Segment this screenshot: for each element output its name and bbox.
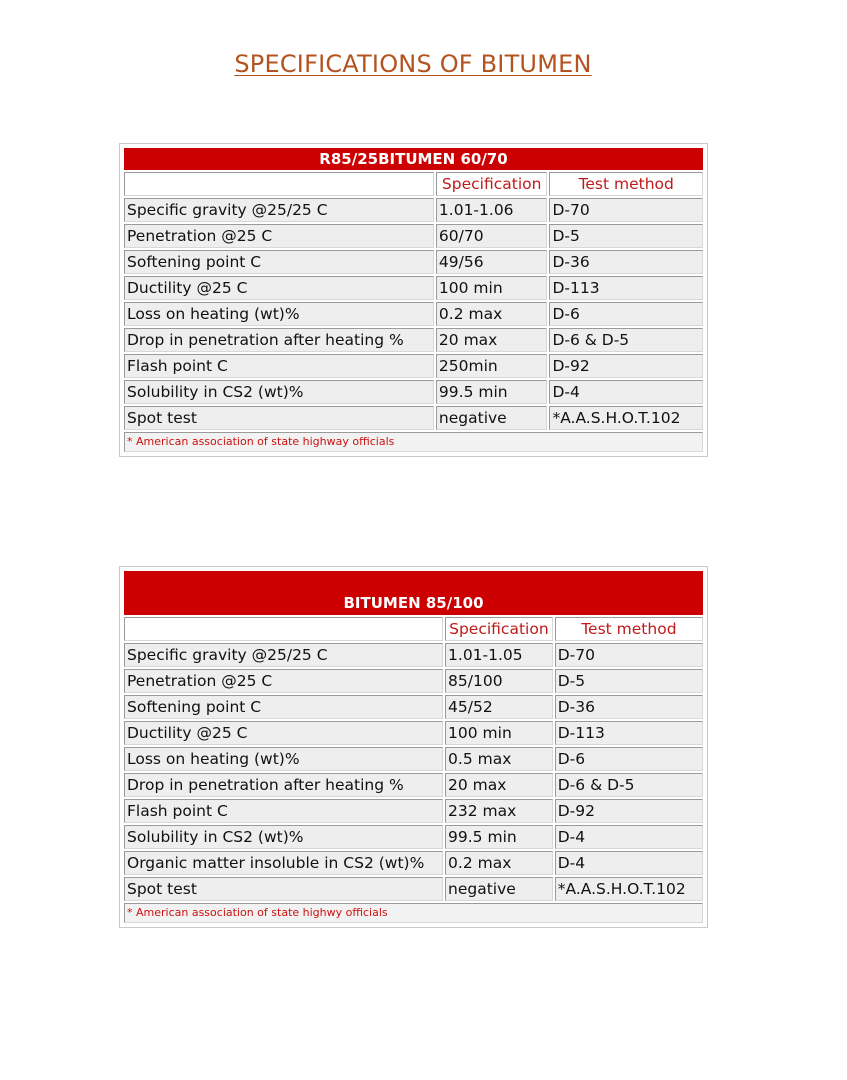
column-header-test-method: Test method (549, 172, 703, 196)
property-cell: Organic matter insoluble in CS2 (wt)% (124, 851, 443, 875)
test-method-cell: D-6 & D-5 (555, 773, 703, 797)
table-row (124, 250, 703, 274)
table-grid (122, 569, 705, 925)
specification-cell: 100 min (445, 721, 553, 745)
specification-cell: 60/70 (436, 224, 548, 248)
table-row (124, 328, 703, 352)
table-row (124, 773, 703, 797)
test-method-cell: D-36 (555, 695, 703, 719)
property-cell: Specific gravity @25/25 C (124, 198, 434, 222)
column-header-row (124, 617, 703, 641)
property-cell: Loss on heating (wt)% (124, 747, 443, 771)
table-row (124, 799, 703, 823)
specification-cell: 99.5 min (436, 380, 548, 404)
table-row (124, 224, 703, 248)
table-row (124, 276, 703, 300)
property-cell: Solubility in CS2 (wt)% (124, 380, 434, 404)
footnote-row (124, 903, 703, 923)
property-cell: Specific gravity @25/25 C (124, 643, 443, 667)
table-row (124, 695, 703, 719)
table-grid (122, 146, 705, 454)
specification-cell: negative (445, 877, 553, 901)
table-heading: R85/25BITUMEN 60/70 (124, 148, 703, 170)
column-header-test-method: Test method (555, 617, 703, 641)
column-header-property (124, 172, 434, 196)
specification-cell: 20 max (436, 328, 548, 352)
property-cell: Softening point C (124, 695, 443, 719)
specification-cell: 1.01-1.06 (436, 198, 548, 222)
table-row (124, 825, 703, 849)
table-heading: BITUMEN 85/100 (124, 571, 703, 615)
specification-cell: 45/52 (445, 695, 553, 719)
property-cell: Flash point C (124, 354, 434, 378)
property-cell: Drop in penetration after heating % (124, 773, 443, 797)
specification-cell: 0.5 max (445, 747, 553, 771)
column-header-specification: Specification (445, 617, 553, 641)
table-row (124, 721, 703, 745)
test-method-cell: *A.A.S.H.O.T.102 (555, 877, 703, 901)
property-cell: Ductility @25 C (124, 721, 443, 745)
column-header-property (124, 617, 443, 641)
specification-cell: 0.2 max (445, 851, 553, 875)
table-row (124, 747, 703, 771)
property-cell: Softening point C (124, 250, 434, 274)
table-row (124, 198, 703, 222)
page-title: SPECIFICATIONS OF BITUMEN (234, 50, 592, 78)
table-row (124, 643, 703, 667)
test-method-cell: D-92 (549, 354, 703, 378)
test-method-cell: D-70 (549, 198, 703, 222)
test-method-cell: D-5 (555, 669, 703, 693)
test-method-cell: D-92 (555, 799, 703, 823)
table-row (124, 669, 703, 693)
test-method-cell: D-4 (555, 825, 703, 849)
test-method-cell: D-70 (555, 643, 703, 667)
test-method-cell: D-6 (555, 747, 703, 771)
footnote: * American association of state highwy officials (124, 903, 703, 923)
column-header-specification: Specification (436, 172, 548, 196)
table-row (124, 302, 703, 326)
property-cell: Drop in penetration after heating % (124, 328, 434, 352)
property-cell: Spot test (124, 877, 443, 901)
property-cell: Ductility @25 C (124, 276, 434, 300)
test-method-cell: D-4 (555, 851, 703, 875)
property-cell: Spot test (124, 406, 434, 430)
table-row (124, 877, 703, 901)
test-method-cell: *A.A.S.H.O.T.102 (549, 406, 703, 430)
footnote: * American association of state highway officials (124, 432, 703, 452)
property-cell: Flash point C (124, 799, 443, 823)
specification-cell: 0.2 max (436, 302, 548, 326)
specification-cell: 99.5 min (445, 825, 553, 849)
specification-cell: 1.01-1.05 (445, 643, 553, 667)
specification-cell: 250min (436, 354, 548, 378)
specification-cell: 232 max (445, 799, 553, 823)
spec-table-85-100 (119, 566, 708, 928)
table-row (124, 851, 703, 875)
specification-cell: 100 min (436, 276, 548, 300)
table-row (124, 354, 703, 378)
property-cell: Penetration @25 C (124, 669, 443, 693)
specification-cell: 85/100 (445, 669, 553, 693)
specification-cell: negative (436, 406, 548, 430)
table-heading-row (124, 148, 703, 170)
property-cell: Penetration @25 C (124, 224, 434, 248)
test-method-cell: D-6 & D-5 (549, 328, 703, 352)
spec-table-60-70 (119, 143, 708, 457)
table-row (124, 380, 703, 404)
test-method-cell: D-4 (549, 380, 703, 404)
test-method-cell: D-6 (549, 302, 703, 326)
test-method-cell: D-36 (549, 250, 703, 274)
specification-cell: 20 max (445, 773, 553, 797)
table-heading-row (124, 571, 703, 615)
test-method-cell: D-5 (549, 224, 703, 248)
test-method-cell: D-113 (555, 721, 703, 745)
test-method-cell: D-113 (549, 276, 703, 300)
footnote-row (124, 432, 703, 452)
column-header-row (124, 172, 703, 196)
property-cell: Solubility in CS2 (wt)% (124, 825, 443, 849)
property-cell: Loss on heating (wt)% (124, 302, 434, 326)
specification-cell: 49/56 (436, 250, 548, 274)
table-row (124, 406, 703, 430)
